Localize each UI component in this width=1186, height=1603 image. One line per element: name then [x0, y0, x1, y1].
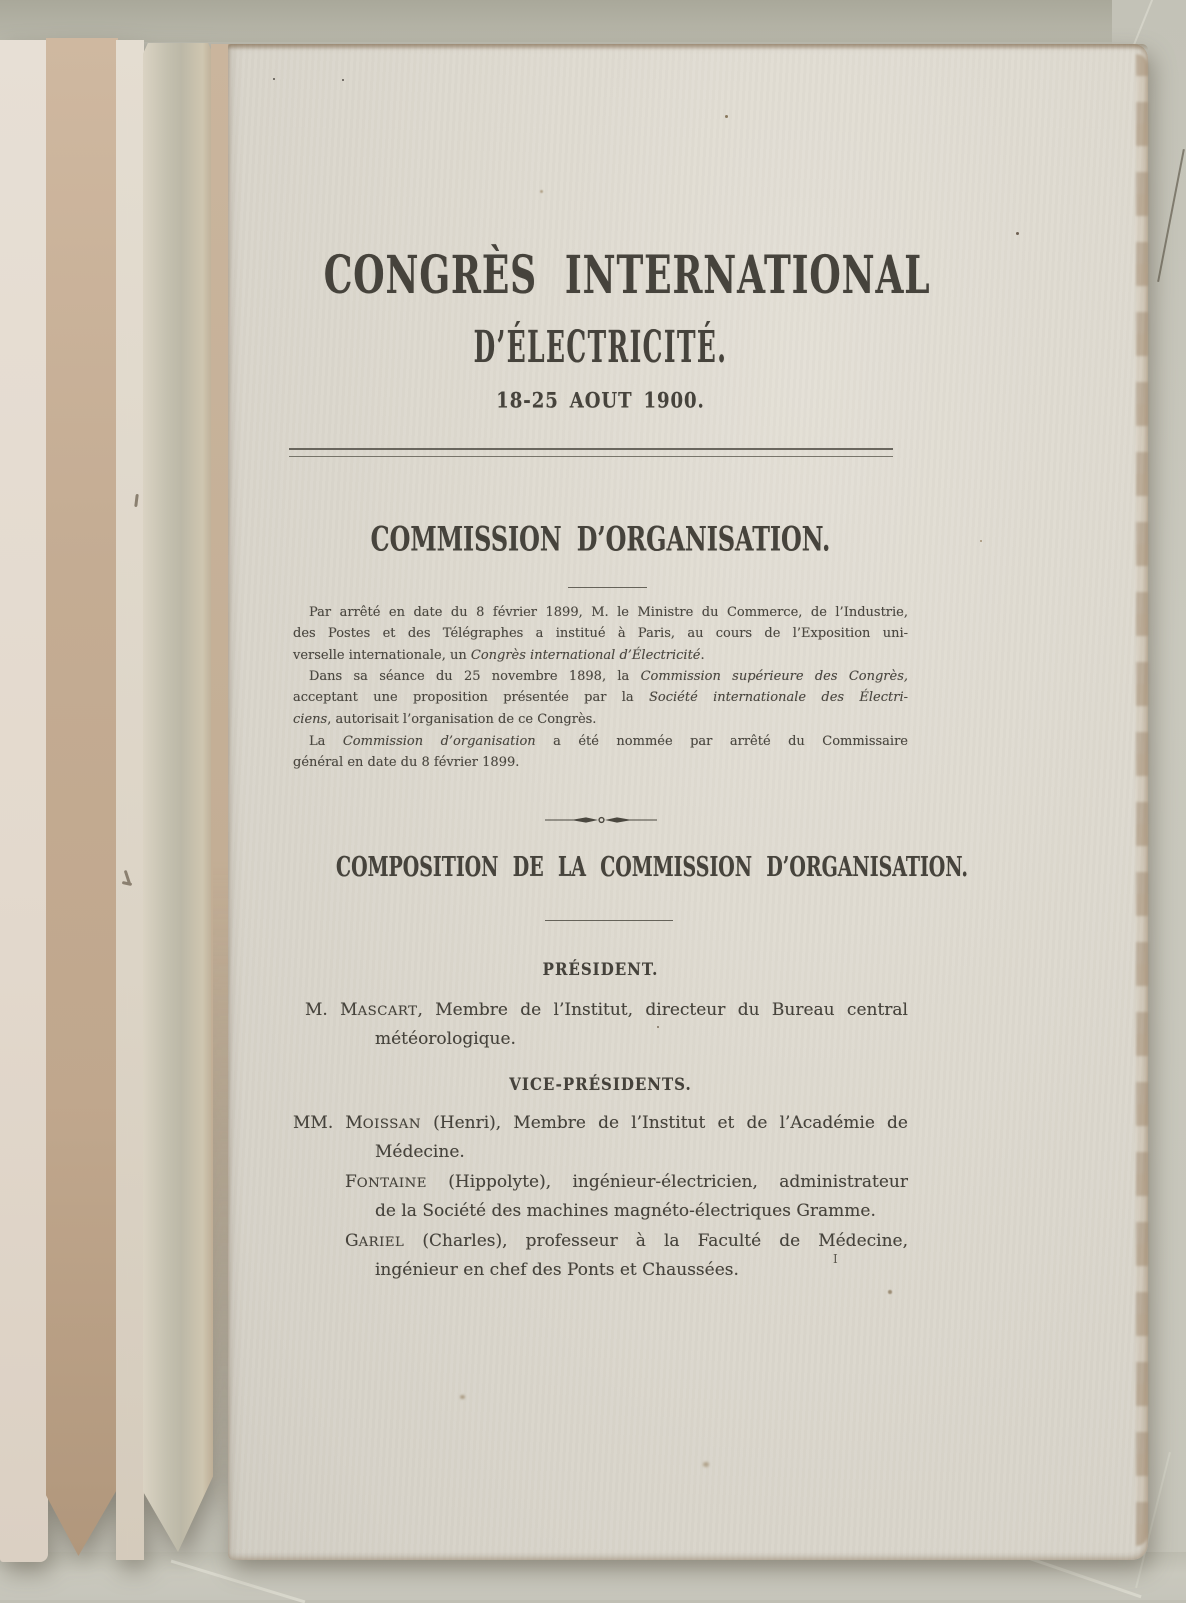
section2-rule — [545, 920, 673, 921]
body-paragraph — [293, 602, 908, 666]
section2-heading-wrap — [293, 851, 968, 884]
text-line: GARIEL (Charles), professeur à la Faculté de Médecine, — [345, 1231, 908, 1251]
body-paragraph — [293, 731, 908, 774]
book-fold-strip — [143, 40, 213, 1552]
date-line: 18-25 AOUT 1900. — [496, 387, 705, 413]
main-title-line1: CONGRÈS INTERNATIONAL — [323, 244, 931, 306]
foxing-speck — [888, 1290, 892, 1294]
foxing-speck — [703, 1462, 709, 1467]
text-line: verselle internationale, un Congrès international d’Électricité. — [293, 647, 705, 663]
text-line: ingénieur en chef des Ponts et Chaussées. — [375, 1259, 739, 1280]
text-line: Dans sa séance du 25 novembre 1898, la Commission supérieure des Congrès, — [309, 669, 908, 684]
section1-rule — [568, 587, 647, 588]
vice-presidents-label-wrap — [293, 1074, 908, 1095]
foxing-speck — [725, 115, 728, 118]
book-flyleaf-edge — [0, 40, 48, 1562]
section2-heading: COMPOSITION DE LA COMMISSION D’ORGANISATION. — [336, 851, 968, 884]
president-label: PRÉSIDENT. — [542, 959, 659, 980]
foxing-speck — [273, 78, 275, 80]
text-line: des Postes et des Télégraphes a institué à Paris, au cours de l’Exposition uni- — [293, 626, 908, 642]
text-line: météorologique. — [375, 1028, 516, 1049]
ornament-divider — [293, 812, 908, 831]
foxing-speck — [460, 1395, 465, 1399]
main-title-line2-wrap — [293, 322, 908, 374]
open-book — [0, 36, 1150, 1566]
body-paragraph — [293, 666, 908, 730]
main-title-line2: D’ÉLECTRICITÉ. — [473, 322, 728, 374]
text-line: ciens, autorisait l’organisation de ce Congrès. — [293, 711, 597, 727]
swelled-rule-ornament — [545, 813, 657, 827]
section1-heading: COMMISSION D’ORGANISATION. — [370, 519, 831, 559]
date-line-wrap — [293, 387, 908, 413]
foxing-speck — [980, 540, 982, 542]
text-line: de la Société des machines magnéto-électriques Gramme. — [375, 1200, 876, 1221]
book-spine-strip — [46, 38, 118, 1556]
vice-presidents-label: VICE-PRÉSIDENTS. — [509, 1074, 692, 1095]
text-line: Médecine. — [375, 1141, 465, 1162]
main-title-line1-wrap — [293, 244, 931, 306]
vice-president-entry — [293, 1169, 908, 1225]
deckle-edge — [1136, 54, 1148, 1546]
page-top-edge-shadow — [228, 44, 1148, 50]
text-line: Par arrêté en date du 8 février 1899, M. le Ministre du Commerce, de l’Industrie, — [309, 605, 908, 620]
foxing-speck — [342, 79, 344, 81]
title-page — [228, 44, 1148, 1560]
president-entry — [293, 997, 908, 1053]
text-line: acceptant une proposition présentée par la Société internationale des Électri- — [293, 690, 909, 706]
foxing-speck — [1016, 232, 1019, 235]
foxing-speck — [540, 190, 543, 193]
signature-mark: I — [833, 1252, 838, 1266]
section1-heading-wrap — [293, 519, 908, 559]
book-inner-fold-gap — [116, 40, 144, 1560]
president-label-wrap — [293, 959, 908, 980]
double-rule — [289, 448, 893, 457]
text-line: La Commission d’organisation a été nommée par arrêté du Commissaire — [309, 734, 908, 749]
vice-president-entry — [293, 1228, 908, 1284]
text-line: général en date du 8 février 1899. — [293, 755, 520, 771]
text-line: M. MASCART, Membre de l’Institut, directeur du Bureau central — [305, 1000, 908, 1020]
vice-presidents-list — [293, 1110, 908, 1287]
text-line: FONTAINE (Hippolyte), ingénieur-électricien, administrateur — [345, 1172, 908, 1192]
vice-president-entry — [293, 1110, 908, 1166]
text-line: MM. MOISSAN (Henri), Membre de l’Institut et de l’Académie de — [293, 1113, 908, 1133]
